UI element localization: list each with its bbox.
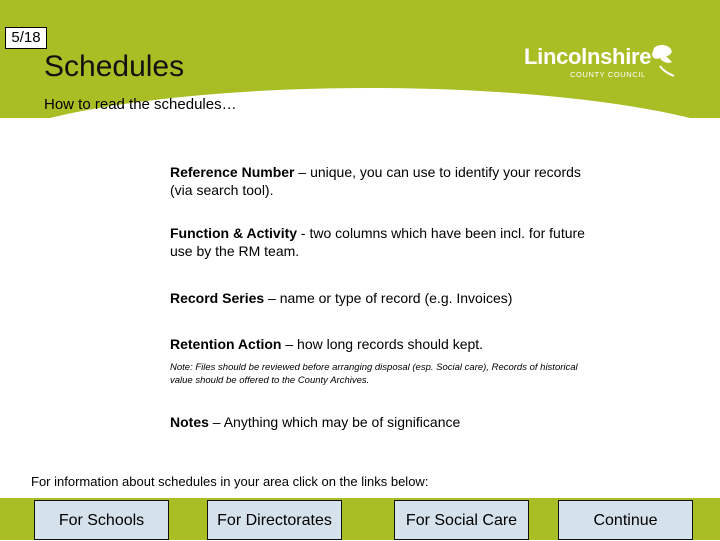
logo-wordmark: Lincolnshire	[524, 44, 652, 69]
subtitle: How to read the schedules…	[44, 96, 237, 113]
item-desc: – unique, you can use to identify your records (via search tool).	[170, 164, 581, 198]
item-function-activity	[170, 224, 600, 260]
item-reference-number	[170, 163, 600, 199]
for-schools-button[interactable]: For Schools	[34, 500, 169, 540]
retention-note: Note: Files should be reviewed before arranging disposal (esp. Social care), Records of historical value should be offered to the County Archives.	[170, 362, 578, 386]
item-record-series	[170, 289, 600, 307]
bird-icon	[648, 42, 678, 78]
item-term: Notes	[170, 414, 209, 430]
item-term: Record Series	[170, 290, 265, 306]
for-social-care-button[interactable]: For Social Care	[394, 500, 529, 540]
info-text: For information about schedules in your area click on the links below:	[31, 474, 429, 489]
page-title: Schedules	[44, 50, 185, 83]
item-desc: – name or type of record (e.g. Invoices)	[264, 290, 513, 306]
for-directorates-button[interactable]: For Directorates	[207, 500, 342, 540]
item-desc: - two columns which have been incl. for future use by the RM team.	[170, 225, 585, 259]
item-term: Reference Number	[170, 164, 295, 180]
item-term: Retention Action	[170, 336, 282, 352]
item-term: Function & Activity	[170, 225, 298, 241]
slide-counter: 5/18	[5, 27, 47, 49]
item-desc: – Anything which may be of significance	[208, 414, 461, 430]
continue-button[interactable]: Continue	[558, 500, 693, 540]
logo-subtext: COUNTY COUNCIL	[570, 70, 646, 79]
lincolnshire-logo	[522, 42, 682, 86]
item-notes	[170, 413, 600, 431]
item-desc: – how long records should kept.	[281, 336, 484, 352]
item-retention-action	[170, 335, 600, 353]
